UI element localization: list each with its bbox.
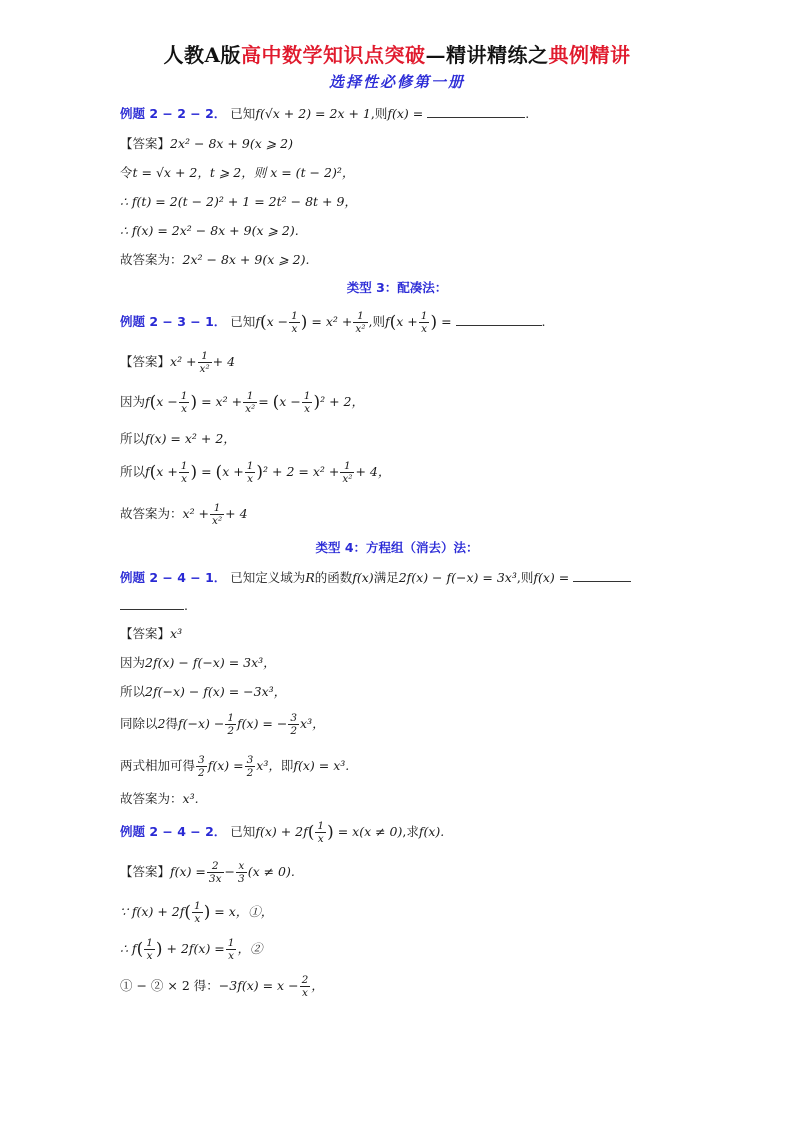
example-2-2-2-question: 例题 2 − 2 − 2． 已知f(√x + 2) = 2x + 1,则f(x) = . <box>120 106 530 121</box>
question-text: 已知 <box>230 824 256 839</box>
solution-step-5 <box>120 789 199 809</box>
document-title <box>0 40 794 70</box>
step-text: 两式相加可得 <box>120 758 196 773</box>
example-2-4-1-blank-cont: . <box>120 596 188 616</box>
answer-blank <box>573 569 631 582</box>
step-text: 因为 <box>120 655 146 670</box>
question-text: 已知 <box>230 314 256 329</box>
example-label: 例题 2 − 4 − 1． <box>120 570 227 585</box>
solution-step-3: ① − ② × 2 得：−3f(x) = x − $\frac{2}{x}$ ， <box>120 974 324 999</box>
example-label: 例题 2 − 2 − 2． <box>120 106 227 121</box>
type-3-heading: 类型 3：配凑法： <box>346 280 448 295</box>
answer-math: x³ <box>170 626 183 641</box>
example-2-4-1-answer <box>120 624 182 644</box>
solution-step-4: 两式相加可得 $\frac{3}{2}$ f(x) = $\frac{3}{2}$ x³，即f(x) = x³. <box>120 754 350 779</box>
step-text: 所以 <box>120 684 146 699</box>
example-2-3-1-question: 例题 2 − 3 − 1． 已知f(x − $\frac{1}{x}$ ) = x² + $\frac{1}{\text{x²}}$ ,则f(x + $\frac{1}{x}$ ) = . <box>120 310 546 335</box>
solution-step-1: 因为f(x − $\frac{1}{x}$ ) = x² + $\frac{1}{\text{x²}}$ = (x − $\frac{1}{x}$ )² + 2， <box>120 390 365 415</box>
question-text-3: 满足 <box>373 570 399 585</box>
question-text-4: ,则 <box>516 570 534 585</box>
step-text: 故答案为： <box>120 252 183 267</box>
solution-step-2 <box>120 192 357 212</box>
title-edition: 人教A版 <box>163 43 242 67</box>
step-math: t = √x + 2，t ⩾ 2，则 x = (t − 2)²， <box>132 165 355 180</box>
example-2-2-2-answer <box>120 134 293 154</box>
question-math-2: f(x) = <box>387 106 424 121</box>
step-text: 所以 <box>120 431 146 446</box>
question-math-4: f(x) = <box>533 570 570 585</box>
solution-step-1 <box>120 163 354 183</box>
solution-step-1 <box>120 653 276 673</box>
answer-tag: 【答案】 <box>120 626 171 641</box>
question-text: 已知 <box>230 106 256 121</box>
title-topic: 高中数学知识点突破 <box>241 43 426 67</box>
answer-tag: 【答案】 <box>120 354 171 369</box>
title-dash: —精讲精练之 <box>425 43 549 67</box>
solution-step-1: ∵ f(x) + 2f( $\frac{1}{x}$ ) = x，①， <box>120 900 274 925</box>
step-math: f(x) = x² + 2， <box>145 431 236 446</box>
step-math: 2x² − 8x + 9(x ⩾ 2). <box>182 252 310 267</box>
step-text: 令 <box>120 165 133 180</box>
example-2-3-1-answer: 【答案】x² + $\frac{1}{\text{x²}}$ + 4 <box>120 350 236 375</box>
answer-tag: 【答案】 <box>120 864 171 879</box>
question-domain: R <box>305 570 315 585</box>
step-text: 故答案为： <box>120 506 183 521</box>
solution-step-3 <box>120 221 299 241</box>
step-text: ① − ② × 2 得： <box>120 978 219 993</box>
question-math-2: f(x). <box>418 824 445 839</box>
solution-step-3: 同除以2得f(−x) − $\frac{1}{2}$ f(x) = − $\frac{3}{2}$ x³， <box>120 712 325 737</box>
question-math: f(√x + 2) = 2x + 1 <box>255 106 371 121</box>
step-math: x³. <box>182 791 199 806</box>
example-2-4-2-answer: 【答案】f(x) = $\frac{2}{3x}$ − $\frac{x}{3}$ (x ≠ 0). <box>120 860 295 885</box>
step-text: 同除以 <box>120 716 158 731</box>
step-math: −3f(x) = x − <box>218 978 299 993</box>
answer-math: 2x² − 8x + 9(x ⩾ 2) <box>170 136 294 151</box>
example-2-4-2-question: 例题 2 − 4 − 2． 已知f(x) + 2f( $\frac{1}{x}$ ) = x(x ≠ 0),求f(x). <box>120 820 445 845</box>
question-text: 已知定义域为 <box>230 570 306 585</box>
example-label: 例题 2 − 3 − 1． <box>120 314 227 329</box>
answer-tag: 【答案】 <box>120 136 171 151</box>
step-math: ∴ f(x) = 2x² − 8x + 9(x ⩾ 2). <box>120 223 299 238</box>
solution-step-2 <box>120 682 286 702</box>
step-text: 所以 <box>120 464 146 479</box>
example-label: 例题 2 − 4 − 2． <box>120 824 227 839</box>
question-equation: 2f(x) − f(−x) = 3x³ <box>398 570 517 585</box>
step-math: 2f(x) − f(−x) = 3x³， <box>145 655 276 670</box>
step-text: 因为 <box>120 394 146 409</box>
question-text-2: ,则 <box>368 314 385 329</box>
question-text-2: 的函数 <box>314 570 353 585</box>
type-4-heading: 类型 4：方程组（消去）法： <box>315 540 479 555</box>
example-2-4-1-question <box>120 568 631 588</box>
answer-blank <box>456 313 542 326</box>
answer-blank-cont <box>120 597 184 610</box>
solution-step-2: ∴ f( $\frac{1}{x}$ ) + 2f(x) = $\frac{1}{x}$ ，② <box>120 937 263 962</box>
question-text-2: ,求 <box>402 824 419 839</box>
step-text: 故答案为： <box>120 791 183 806</box>
question-fx: f(x) <box>352 570 374 585</box>
solution-step-3: 所以f(x + $\frac{1}{x}$ ) = (x + $\frac{1}{x}$ )² + 2 = x² + $\frac{1}{\text{x²}}$ + 4， <box>120 460 391 485</box>
document-subtitle: 选择性必修第一册 <box>328 73 465 91</box>
question-text-2: ,则 <box>370 106 388 121</box>
solution-step-4 <box>120 250 309 270</box>
step-math: 2f(−x) − f(x) = −3x³， <box>145 684 287 699</box>
solution-step-4: 故答案为：x² + $\frac{1}{\text{x²}}$ + 4 <box>120 502 248 527</box>
answer-blank <box>427 105 525 118</box>
title-section: 典例精讲 <box>548 43 631 67</box>
solution-step-2 <box>120 429 236 449</box>
step-math: ∴ f(t) = 2(t − 2)² + 1 = 2t² − 8t + 9， <box>120 194 357 209</box>
